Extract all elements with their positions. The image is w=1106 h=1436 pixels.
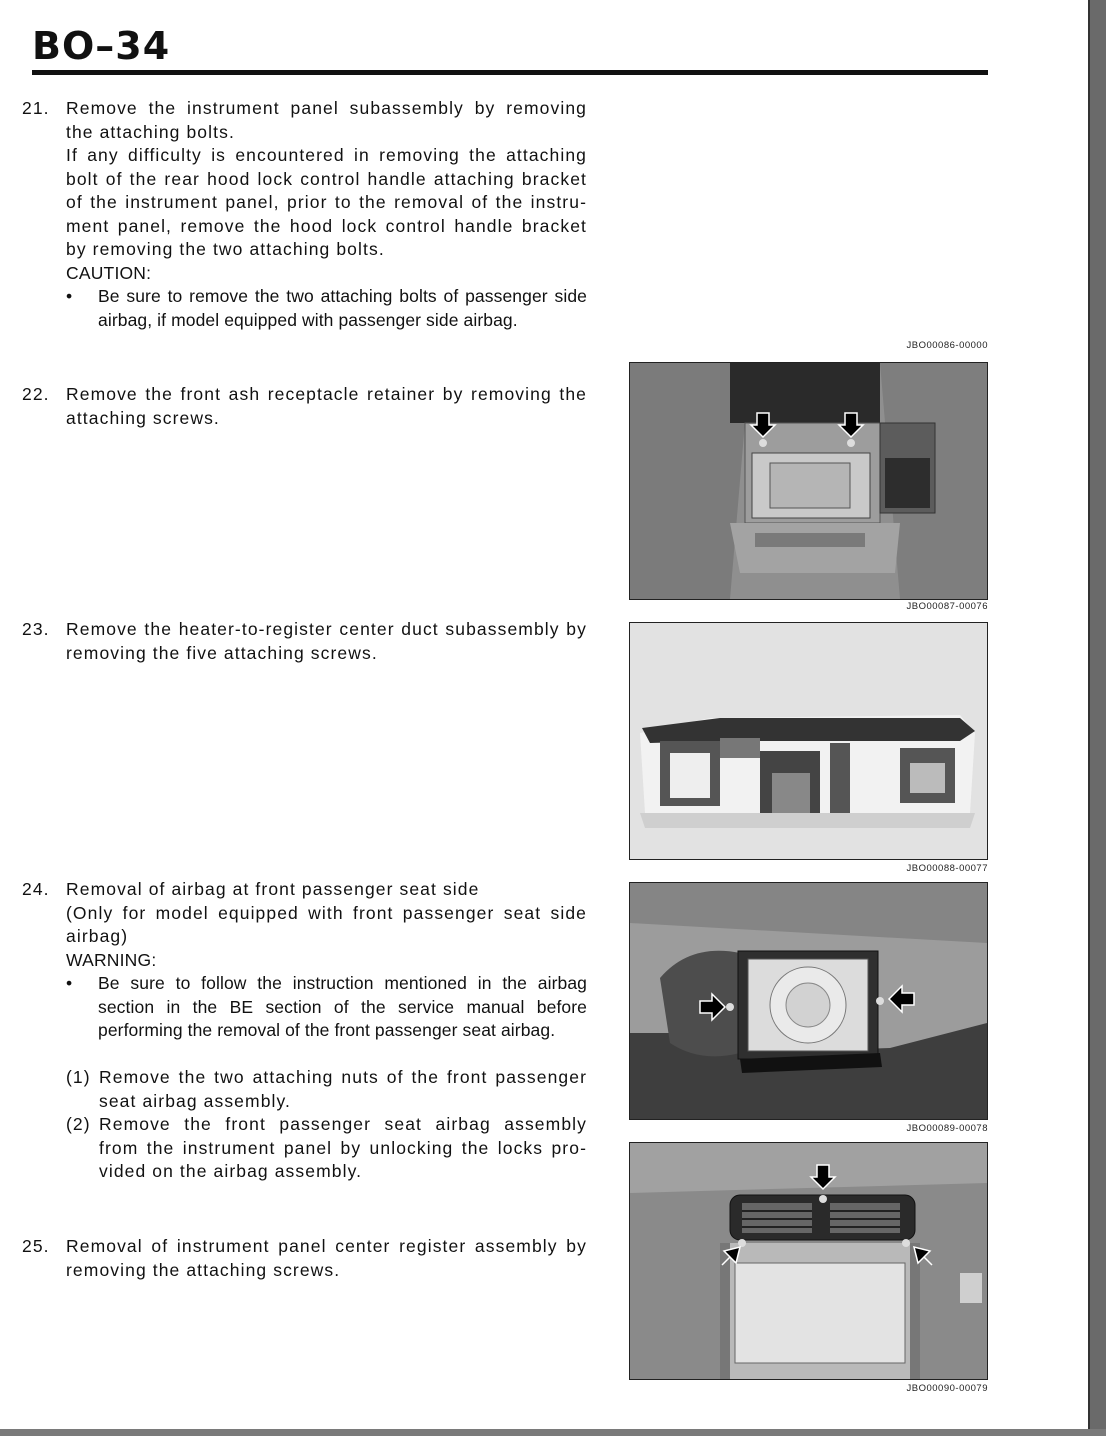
bullet-text: Be sure to remove the two attaching bolts of passenger side airbag, if model equipped with passenger side airbag. xyxy=(98,286,587,330)
page-edge-bottom xyxy=(0,1429,1106,1436)
figure-code: JBO00087-00076 xyxy=(906,601,988,612)
bullet-mark: • xyxy=(66,286,73,306)
caution-label: CAUTION: xyxy=(66,262,152,283)
warning-bullet xyxy=(66,972,587,1043)
step-21 xyxy=(22,97,587,332)
step-23 xyxy=(22,618,587,665)
step-number: 21. xyxy=(22,98,50,118)
figure-code: JBO00089-00078 xyxy=(906,1123,988,1134)
step-number: 25. xyxy=(22,1236,50,1256)
figure-code: JBO00086-00000 xyxy=(906,340,988,351)
step-number: 24. xyxy=(22,879,50,899)
warning-label: WARNING: xyxy=(66,949,157,970)
header-rule xyxy=(32,70,988,75)
substep-number: (2) xyxy=(66,1114,91,1134)
substep-1 xyxy=(66,1066,587,1113)
step-text-detail: (Only for model equipped with front passenger seat side airbag) xyxy=(66,902,587,946)
photo-center-register xyxy=(629,1142,988,1380)
bullet-mark: • xyxy=(66,973,73,993)
substep-text: Remove the two attaching nuts of the front passenger seat airbag assembly. xyxy=(99,1067,587,1111)
step-text: Removal of airbag at front passenger seat side xyxy=(66,879,480,899)
page-edge-right xyxy=(1088,0,1106,1436)
step-22 xyxy=(22,383,587,430)
step-text: Removal of instrument panel center register assembly by removing the attaching screws. xyxy=(66,1236,587,1280)
step-text: Remove the instrument panel subassembly by removing the attaching bolts. xyxy=(66,98,587,142)
substep-text: Remove the front passenger seat airbag assembly from the instrument panel by unlocking the locks pro-vided on the airbag assembly. xyxy=(99,1114,587,1181)
step-number: 23. xyxy=(22,619,50,639)
substep-2 xyxy=(66,1113,587,1184)
step-24 xyxy=(22,878,587,1184)
step-text: Remove the front ash receptacle retainer by removing the attaching screws. xyxy=(66,384,587,428)
photo-passenger-airbag xyxy=(629,882,988,1120)
step-text-detail: If any difficulty is encountered in removing the attaching bolt of the rear hood lock control handle attaching bracket of the instrument panel, prior to the removal of the instru-ment panel, remove the hood lock control handle bracket by removing the two attaching bolts. xyxy=(66,145,587,259)
photo-center-duct xyxy=(629,622,988,860)
substep-number: (1) xyxy=(66,1067,91,1087)
step-25 xyxy=(22,1235,587,1282)
photo-ash-receptacle-retainer xyxy=(629,362,988,600)
figure-code: JBO00088-00077 xyxy=(906,863,988,874)
step-number: 22. xyxy=(22,384,50,404)
figure-code: JBO00090-00079 xyxy=(906,1383,988,1394)
bullet-text: Be sure to follow the instruction mentioned in the airbag section in the BE section of the service manual before performing the removal of the front passenger seat airbag. xyxy=(98,973,587,1040)
caution-bullet xyxy=(66,285,587,332)
page-number: BO–34 xyxy=(32,24,171,68)
step-text: Remove the heater-to-register center duct subassembly by removing the five attaching screws. xyxy=(66,619,587,663)
